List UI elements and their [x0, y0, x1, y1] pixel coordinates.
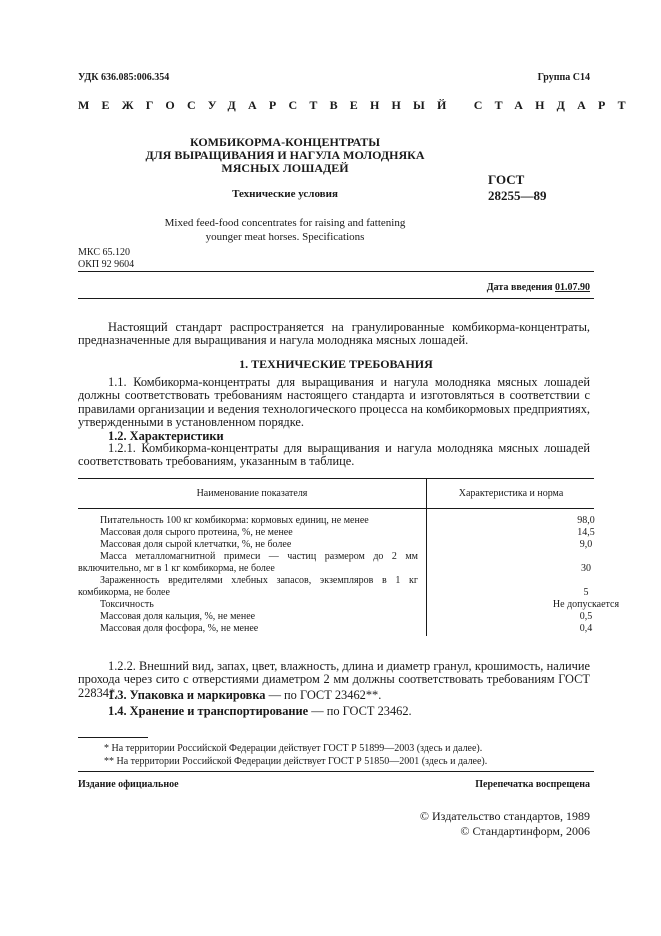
title-line-3: МЯСНЫХ ЛОШАДЕЙ [221, 161, 349, 175]
okp-code: ОКП 92 9604 [78, 259, 135, 270]
classification-codes [78, 247, 134, 271]
gost-label: ГОСТ [488, 172, 525, 187]
english-title-line-1: Mixed feed-food concentrates for raising and fattening [164, 217, 406, 229]
gost-designation [488, 172, 547, 204]
document-subtitle: Технические условия [232, 188, 338, 200]
footnote-divider [78, 737, 148, 738]
paragraph-1-3: 1.3. Упаковка и маркировка — по ГОСТ 23462**. [108, 688, 382, 702]
table-column-divider [426, 478, 427, 636]
intro-paragraph [78, 321, 590, 348]
copyright-line-1: © Издательство стандартов, 1989 [419, 809, 590, 823]
paragraph-1-1: 1.1. Комбикорма-концентраты для выращивания и нагула молодняка мясных лошадей должны соответствовать требованиям настоящего стандарта и изготовляться в соответствии с правилами организации и ведения технологического процесса на комбикормовых предприятиях, утвержденными в установленном порядке. [78, 375, 590, 430]
table-header-name: Наименование показателя [196, 488, 308, 499]
footnote-2: ** На территории Российской Федерации действует ГОСТ Р 51850—2001 (здесь и далее). [104, 756, 488, 767]
group-code: Группа С14 [537, 72, 590, 83]
table-header-border [78, 508, 594, 509]
footer-divider [78, 771, 594, 772]
paragraph-1-4: 1.4. Хранение и транспортирование — по ГОСТ 23462. [108, 704, 412, 718]
gost-number: 28255—89 [488, 188, 547, 203]
edition-note: Издание официальное [78, 779, 179, 790]
standard-type-heading: МЕЖГОСУДАРСТВЕННЫЙ СТАНДАРТ [78, 98, 638, 112]
intro-date [487, 282, 590, 293]
english-title [130, 216, 440, 244]
paragraph-1-2-1: 1.2.1. Комбикорма-концентраты для выращивания и нагула молодняка мясных лошадей соответствовать требованиям, указанным в таблице. [78, 441, 590, 469]
section-1-heading: 1. ТЕХНИЧЕСКИЕ ТРЕБОВАНИЯ [239, 357, 433, 371]
intro-date-value: 01.07.90 [555, 282, 590, 293]
copyright-line-2: © Стандартинформ, 2006 [460, 824, 590, 838]
table-header-value: Характеристика и норма [458, 488, 564, 499]
paragraph-1-2-heading: 1.2. Характеристики [108, 429, 224, 443]
footnote-1: * На территории Российской Федерации действует ГОСТ Р 51899—2003 (здесь и далее). [104, 743, 483, 754]
document-title [120, 136, 450, 175]
title-line-2: ДЛЯ ВЫРАЩИВАНИЯ И НАГУЛА МОЛОДНЯКА [145, 148, 425, 162]
table-top-border [78, 478, 594, 479]
reprint-note: Перепечатка воспрещена [475, 779, 590, 790]
intro-date-label: Дата введения [486, 282, 553, 293]
header-divider [78, 271, 594, 272]
udk-code: УДК 636.085:006.354 [78, 72, 170, 83]
english-title-line-2: younger meat horses. Specifications [205, 231, 365, 243]
title-line-1: КОМБИКОРМА-КОНЦЕНТРАТЫ [189, 135, 381, 149]
intro-text: Настоящий стандарт распространяется на гранулированные комбикорма-концентраты, предназначенные для выращивания и нагула молодняка мясных лошадей. [78, 320, 590, 348]
paragraph-1-2-2: 1.2.2. Внешний вид, запах, цвет, влажность, длина и диаметр гранул, крошимость, наличие прохода через сито с отверстиями диаметром 2 мм должны соответствовать требованиям ГОСТ 22834*. [78, 659, 590, 700]
date-divider [78, 298, 594, 299]
mks-code: МКС 65.120 [78, 247, 130, 258]
copyright-block [420, 809, 590, 839]
